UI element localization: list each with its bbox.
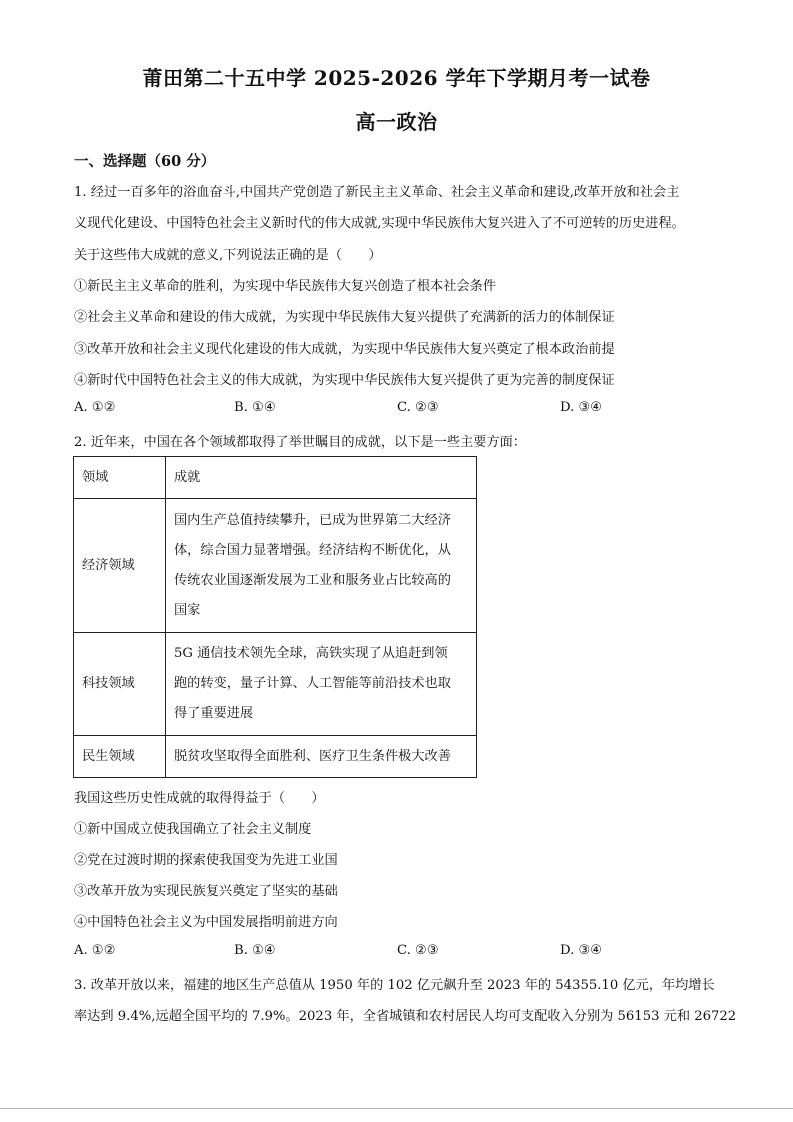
q3-line: 率达到 9.4%,远超全国平均的 7.9%。2023 年，全省城镇和农村居民人均可支配收入分别为 56153 元和 26722 [74,1009,737,1024]
q2-statement: ③改革开放为实现民族复兴奠定了坚实的基础 [74,884,338,899]
q1-option-a[interactable]: A. ①② [74,400,116,415]
achievements-table [73,456,477,778]
q1-option-d[interactable]: D. ③④ [560,400,603,415]
cell-line: 传统农业国逐渐发展为工业和服务业占比较高的 [174,572,451,588]
q1-option-c[interactable]: C. ②③ [397,400,439,415]
page-bottom-divider [0,1108,793,1109]
q1-statement: ①新民主主义革命的胜利，为实现中华民族伟大复兴创造了根本社会条件 [74,279,496,294]
q1-line: 义现代化建设、中国特色社会主义新时代的伟大成就,实现中华民族伟大复兴进入了不可逆转的历史进程。 [74,216,685,231]
page-title: 莆田第二十五中学 2025-2026 学年下学期月考一试卷 [142,66,651,90]
section-heading: 一、选择题（60 分） [74,153,216,170]
table-field-cell: 民生领域 [74,736,166,778]
q2-statement: ④中国特色社会主义为中国发展指明前进方向 [74,915,338,930]
q1-option-b[interactable]: B. ①④ [234,400,276,415]
page-subtitle: 高一政治 [355,110,438,134]
q2-option-a[interactable]: A. ①② [74,943,116,958]
cell-line: 得了重要进展 [174,706,254,721]
table-achievement-cell [166,499,477,633]
cell-line: 国家 [174,602,201,618]
q1-statement: ②社会主义革命和建设的伟大成就，为实现中华民族伟大复兴提供了充满新的活力的体制保证 [74,310,615,325]
q1-statement: ④新时代中国特色社会主义的伟大成就，为实现中华民族伟大复兴提供了更为完善的制度保证 [74,373,615,388]
table-row [74,736,477,778]
q2-statement: ②党在过渡时期的探索使我国变为先进工业国 [74,853,338,868]
q2-intro: 2. 近年来，中国在各个领域都取得了举世瞩目的成就，以下是一些主要方面： [74,435,526,450]
q2-statement: ①新中国成立使我国确立了社会主义制度 [74,822,312,837]
q1-line: 1. 经过一百多年的浴血奋斗,中国共产党创造了新民主主义革命、社会主义革命和建设,改革开放和社会主 [74,185,680,200]
cell-line: 体，综合国力显著增强。经济结构不断优化，从 [174,542,451,558]
table-field-cell: 经济领域 [74,499,166,633]
cell-line: 国内生产总值持续攀升，已成为世界第二大经济 [174,512,451,528]
table-header-cell: 成就 [166,457,477,499]
q2-option-b[interactable]: B. ①④ [234,943,276,958]
table-header-row [74,457,477,499]
cell-line: 5G 通信技术领先全球，高铁实现了从追赶到领 [174,646,448,661]
table-achievement-cell [166,736,477,778]
cell-line: 脱贫攻坚取得全面胜利、医疗卫生条件极大改善 [174,748,451,764]
cell-line: 跑的转变，量子计算、人工智能等前沿技术也取 [174,676,451,691]
table-row [74,499,477,633]
q3-line: 3. 改革开放以来，福建的地区生产总值从 1950 年的 102 亿元飙升至 2023 年的 54355.10 亿元，年均增长 [74,978,715,993]
q1-statement: ③改革开放和社会主义现代化建设的伟大成就，为实现中华民族伟大复兴奠定了根本政治前提 [74,342,615,357]
table-header-cell: 领域 [74,457,166,499]
q2-option-c[interactable]: C. ②③ [397,943,439,958]
table-achievement-cell [166,633,477,736]
q1-line: 关于这些伟大成就的意义,下列说法正确的是（ ） [74,248,382,263]
q2-question: 我国这些历史性成就的取得得益于（ ） [74,791,325,806]
q2-option-d[interactable]: D. ③④ [560,943,603,958]
table-row [74,633,477,736]
table-field-cell: 科技领域 [74,633,166,736]
